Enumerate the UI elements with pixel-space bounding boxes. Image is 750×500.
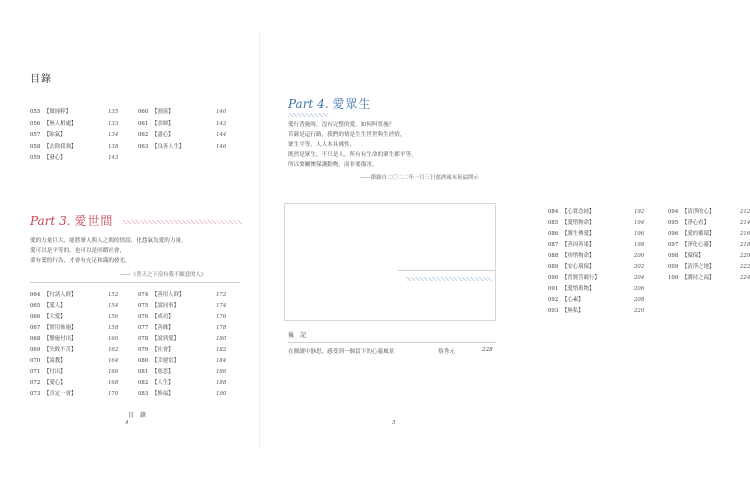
- toc-entry-title: 【愛惜物命】: [562, 220, 595, 226]
- toc-entry-number: 091: [548, 286, 559, 292]
- toc-entry-page: 198: [634, 242, 645, 248]
- toc-entry-title: 【說同事】: [152, 303, 179, 309]
- toc-entry[interactable]: [138, 291, 227, 300]
- toc-entry-title: 【安心環保】: [562, 264, 595, 270]
- toc-entry-page: 144: [216, 132, 227, 138]
- toc-entry-title: 【普賢菩薩行】: [562, 275, 600, 281]
- part4-intro-5: 所以要關懷保護動物，而非要傷害。: [288, 162, 378, 168]
- toc-entry-page: 160: [108, 336, 119, 342]
- toc-entry-title: 【慈悲】: [152, 369, 174, 375]
- toc-entry-page: 166: [108, 369, 119, 375]
- toc-entry[interactable]: [548, 230, 645, 239]
- toc-entry-number: 062: [138, 132, 149, 138]
- part4-box-divider: [398, 270, 495, 271]
- toc-entry[interactable]: [668, 208, 750, 217]
- toc-entry-page: 200: [634, 253, 645, 259]
- toc-entry[interactable]: [30, 108, 119, 117]
- left-page: [0, 0, 260, 500]
- toc-entry-title: 【心素】: [562, 297, 584, 303]
- toc-entry[interactable]: [548, 274, 645, 283]
- toc-entry[interactable]: [138, 390, 227, 399]
- toc-entry-number: 065: [30, 303, 41, 309]
- toc-entry[interactable]: [548, 307, 645, 316]
- part3-intro-1: 愛的力量巨大，能將眾人與人之間的情誼，化怨氣為愛的力量。: [30, 238, 187, 244]
- part3-hatch-rule: [122, 220, 242, 224]
- toc-entry[interactable]: [548, 296, 645, 305]
- toc-entry[interactable]: [548, 285, 645, 294]
- toc-entry-number: 083: [138, 391, 149, 397]
- toc-entry-title: 【珍惜物命】: [562, 253, 595, 259]
- toc-entry[interactable]: [138, 108, 227, 117]
- toc-entry-title: 【肯定一會】: [44, 391, 77, 397]
- part4-intro-3: 眾生平等，人人本具佛性，: [288, 142, 356, 148]
- toc-entry-page: 190: [216, 391, 227, 397]
- part4-heading: [288, 95, 371, 112]
- toc-entry-number: 085: [548, 220, 559, 226]
- toc-entry-number: 057: [30, 132, 41, 138]
- toc-entry-number: 068: [30, 336, 41, 342]
- toc-entry-number: 064: [30, 292, 41, 298]
- part3-heading: [30, 212, 113, 229]
- toc-entry-number: 093: [548, 308, 559, 314]
- toc-entry[interactable]: [30, 302, 119, 311]
- toc-entry-title: 【愛心】: [44, 380, 66, 386]
- toc-entry-page: 178: [216, 325, 227, 331]
- toc-entry-number: 076: [138, 314, 149, 320]
- toc-entry-number: 099: [668, 264, 679, 270]
- toc-entry-title: 【余師】: [152, 120, 174, 127]
- toc-entry[interactable]: [668, 263, 750, 272]
- toc-entry[interactable]: [138, 120, 227, 129]
- toc-entry-number: 069: [30, 347, 41, 353]
- toc-entry-page: 202: [634, 264, 645, 270]
- toc-entry-page: 218: [740, 242, 750, 248]
- toc-entry-page: 184: [216, 358, 227, 364]
- toc-entry-title: 【說教】: [44, 358, 66, 364]
- toc-entry-page: 158: [108, 325, 119, 331]
- toc-entry[interactable]: [548, 241, 645, 250]
- part4-title: 愛眾生: [332, 97, 372, 111]
- toc-entry[interactable]: [30, 379, 119, 388]
- part4-label: Part 4.: [288, 97, 329, 111]
- toc-entry-title: 【說到愛】: [152, 336, 179, 342]
- toc-entry-title: 【環保】: [682, 253, 704, 259]
- toc-entry[interactable]: [30, 324, 119, 333]
- toc-entry-title: 【幸運當】: [152, 358, 179, 364]
- postscript-rule: [288, 342, 496, 343]
- toc-entry[interactable]: [138, 143, 227, 152]
- toc-entry[interactable]: [30, 390, 119, 399]
- postscript-page: 228: [482, 347, 493, 353]
- toc-entry-number: 075: [138, 303, 149, 309]
- toc-entry-page: 222: [740, 264, 750, 270]
- toc-entry-number: 096: [668, 231, 679, 237]
- toc-title: 目錄: [30, 74, 52, 85]
- toc-entry[interactable]: [30, 154, 119, 163]
- toc-entry-title: 【良善人生】: [152, 143, 185, 150]
- right-folio: 5: [392, 420, 396, 426]
- toc-entry-page: 174: [216, 303, 227, 309]
- toc-entry-number: 097: [668, 242, 679, 248]
- toc-entry-title: 【清淨的心】: [682, 209, 715, 215]
- toc-entry-page: 172: [216, 292, 227, 298]
- toc-entry-title: 【割羨】: [152, 109, 174, 115]
- toc-entry[interactable]: [30, 335, 119, 344]
- toc-entry-number: 059: [30, 155, 41, 161]
- toc-entry[interactable]: [668, 230, 750, 239]
- toc-entry-number: 058: [30, 143, 41, 150]
- toc-entry[interactable]: [30, 143, 119, 152]
- toc-entry[interactable]: [668, 274, 750, 283]
- toc-entry[interactable]: [30, 131, 119, 140]
- toc-entry-page: 220: [634, 308, 645, 314]
- toc-entry-title: 【去除我執】: [44, 143, 77, 150]
- toc-entry-number: 082: [138, 380, 149, 386]
- toc-entry-title: 【盡心】: [152, 132, 174, 138]
- toc-entry[interactable]: [668, 241, 750, 250]
- part3-label: Part 3.: [30, 214, 71, 228]
- toc-entry[interactable]: [668, 252, 750, 261]
- toc-entry[interactable]: [138, 313, 227, 322]
- toc-entry[interactable]: [138, 379, 227, 388]
- toc-entry-title: 【無私】: [562, 308, 584, 314]
- part4-intro-1: 愛行普施時，沒有完整的愛，如何叫普施？: [288, 122, 395, 128]
- part4-hatch-rule: [288, 113, 328, 117]
- toc-entry-title: 【做純粹】: [44, 109, 71, 115]
- toc-entry-title: 【實用佈施】: [44, 325, 77, 331]
- left-folio: 4: [125, 420, 129, 426]
- toc-entry-page: 216: [740, 231, 750, 237]
- toc-entry[interactable]: [30, 346, 119, 355]
- toc-entry-number: 067: [30, 325, 41, 331]
- toc-entry[interactable]: [138, 357, 227, 366]
- toc-entry-number: 090: [548, 275, 559, 281]
- toc-entry-page: 182: [216, 347, 227, 353]
- toc-entry-number: 084: [548, 209, 559, 215]
- toc-entry-title: 【付出】: [44, 369, 66, 375]
- toc-entry-title: 【心寬念純】: [562, 209, 595, 215]
- part3-quote: ——《普天之下沒有我不願意的人》: [120, 272, 207, 278]
- toc-entry[interactable]: [30, 357, 119, 366]
- toc-entry-page: 168: [108, 380, 119, 386]
- part4-entries-box: [284, 203, 496, 321]
- toc-entry-page: 176: [216, 314, 227, 320]
- postscript-text: 在閱讀中靜思，感受到一個當下的心靈風景: [288, 349, 395, 355]
- toc-entry-number: 055: [30, 109, 41, 115]
- toc-entry[interactable]: [30, 313, 119, 322]
- toc-entry-title: 【愛的循環】: [682, 231, 715, 237]
- toc-entry-number: 060: [138, 109, 149, 115]
- toc-entry-title: 【清淨之地】: [682, 264, 715, 270]
- toc-entry[interactable]: [30, 291, 119, 300]
- part3-title: 愛世間: [74, 214, 114, 228]
- toc-entry-page: 196: [634, 231, 645, 237]
- toc-entry-number: 089: [548, 264, 559, 270]
- toc-entry[interactable]: [30, 368, 119, 377]
- toc-entry-page: 142: [216, 120, 227, 127]
- toc-entry-title: 【社會】: [152, 347, 174, 353]
- toc-entry-number: 072: [30, 380, 41, 386]
- toc-entry-page: 156: [108, 314, 119, 320]
- part4-quote: ——節錄自二〇二二年一月三日慈濟歲末祝福開示: [360, 175, 479, 181]
- toc-entry-title: 【淨化心靈】: [682, 242, 715, 248]
- toc-entry-page: 180: [216, 336, 227, 342]
- toc-entry-number: 071: [30, 369, 41, 375]
- part3-divider: [30, 282, 240, 283]
- part3-intro-3: 要有愛的行為，才會有充足和滿的發光。: [30, 258, 131, 264]
- part4-intro-2: 苦薩是這行路，我們的情是生生世世與生於情，: [288, 132, 406, 138]
- toc-entry-title: 【善緣】: [152, 325, 174, 331]
- toc-entry-number: 061: [138, 120, 149, 127]
- toc-entry-number: 077: [138, 325, 149, 331]
- toc-entry[interactable]: [138, 302, 227, 311]
- toc-entry[interactable]: [138, 335, 227, 344]
- toc-entry-page: 220: [740, 253, 750, 259]
- left-running-title: 目 錄: [128, 412, 147, 419]
- toc-entry-number: 063: [138, 143, 149, 150]
- toc-entry-page: 143: [108, 155, 119, 161]
- toc-entry-number: 081: [138, 369, 149, 375]
- toc-entry-number: 073: [30, 391, 41, 397]
- toc-entry-title: 【無人相處】: [44, 120, 77, 127]
- part4-intro-4: 既然是眾生，不只是人，所有有生命的眾生都平等，: [288, 152, 417, 158]
- toc-entry-number: 070: [30, 358, 41, 364]
- toc-entry[interactable]: [138, 324, 227, 333]
- toc-entry-number: 080: [138, 358, 149, 364]
- toc-entry[interactable]: [548, 252, 645, 261]
- toc-entry-page: 154: [108, 303, 119, 309]
- right-page: [260, 0, 750, 500]
- toc-entry-title: 【善因善果】: [562, 242, 595, 248]
- toc-entry-number: 095: [668, 220, 679, 226]
- toc-entry-number: 066: [30, 314, 41, 320]
- toc-entry[interactable]: [138, 346, 227, 355]
- toc-entry-title: 【淨心看】: [682, 220, 709, 226]
- toc-entry-title: 【愛人】: [44, 303, 66, 309]
- toc-entry-number: 098: [668, 253, 679, 259]
- toc-entry-page: 214: [740, 220, 750, 226]
- toc-entry-number: 094: [668, 209, 679, 215]
- toc-entry-title: 【發心】: [44, 155, 66, 161]
- toc-entry-page: 135: [108, 109, 119, 115]
- toc-entry-number: 092: [548, 297, 559, 303]
- toc-entry-page: 138: [108, 143, 119, 150]
- toc-entry-number: 078: [138, 336, 149, 342]
- toc-entry-page: 206: [634, 286, 645, 292]
- toc-entry-title: 【晾氣】: [44, 132, 66, 138]
- toc-entry-page: 162: [108, 347, 119, 353]
- toc-entry-page: 188: [216, 380, 227, 386]
- toc-entry-title: 【修福】: [152, 391, 174, 397]
- toc-entry-title: 【大愛】: [44, 314, 66, 320]
- toc-entry-page: 208: [634, 297, 645, 303]
- toc-entry-page: 224: [740, 275, 750, 281]
- toc-entry-title: 【成功】: [152, 314, 174, 320]
- toc-entry-title: 【付諸人群】: [44, 292, 77, 298]
- part3-intro-2: 愛可以是平等的，也可以是回饋社會，: [30, 248, 126, 254]
- toc-entry[interactable]: [548, 219, 645, 228]
- toc-entry[interactable]: [30, 120, 119, 129]
- toc-entry-number: 100: [668, 275, 679, 281]
- toc-entry[interactable]: [138, 368, 227, 377]
- postscript-author: 蔡秀元: [438, 349, 455, 355]
- toc-entry-page: 212: [740, 209, 750, 215]
- toc-entry[interactable]: [548, 208, 645, 217]
- toc-entry-title: 【失敗不苦】: [44, 347, 77, 353]
- toc-entry-title: 【善用人群】: [152, 292, 185, 298]
- toc-entry-title: 【護生傳愛】: [562, 231, 595, 237]
- toc-entry-title: 【愛惜萬物】: [562, 286, 595, 292]
- toc-entry-number: 056: [30, 120, 41, 127]
- toc-entry-page: 170: [108, 391, 119, 397]
- toc-entry-title: 【護持之福】: [682, 275, 715, 281]
- part4-box-hatch: [406, 277, 492, 281]
- toc-entry-page: 133: [108, 120, 119, 127]
- toc-entry-page: 146: [216, 143, 227, 150]
- toc-entry-page: 140: [216, 109, 227, 115]
- toc-entry-page: 152: [108, 292, 119, 298]
- toc-entry-page: 194: [634, 220, 645, 226]
- toc-entry-number: 074: [138, 292, 149, 298]
- toc-entry[interactable]: [138, 131, 227, 140]
- toc-entry[interactable]: [548, 263, 645, 272]
- toc-entry-title: 【人生】: [152, 380, 174, 386]
- toc-entry-page: 204: [634, 275, 645, 281]
- toc-entry-page: 186: [216, 369, 227, 375]
- toc-entry-number: 086: [548, 231, 559, 237]
- toc-entry-number: 088: [548, 253, 559, 259]
- toc-entry-page: 164: [108, 358, 119, 364]
- toc-entry-number: 087: [548, 242, 559, 248]
- toc-entry-number: 079: [138, 347, 149, 353]
- toc-entry[interactable]: [668, 219, 750, 228]
- postscript-label: 後 記: [288, 332, 307, 339]
- toc-entry-page: 192: [634, 209, 645, 215]
- toc-entry-page: 134: [108, 132, 119, 138]
- toc-entry-title: 【樂施付出】: [44, 336, 77, 342]
